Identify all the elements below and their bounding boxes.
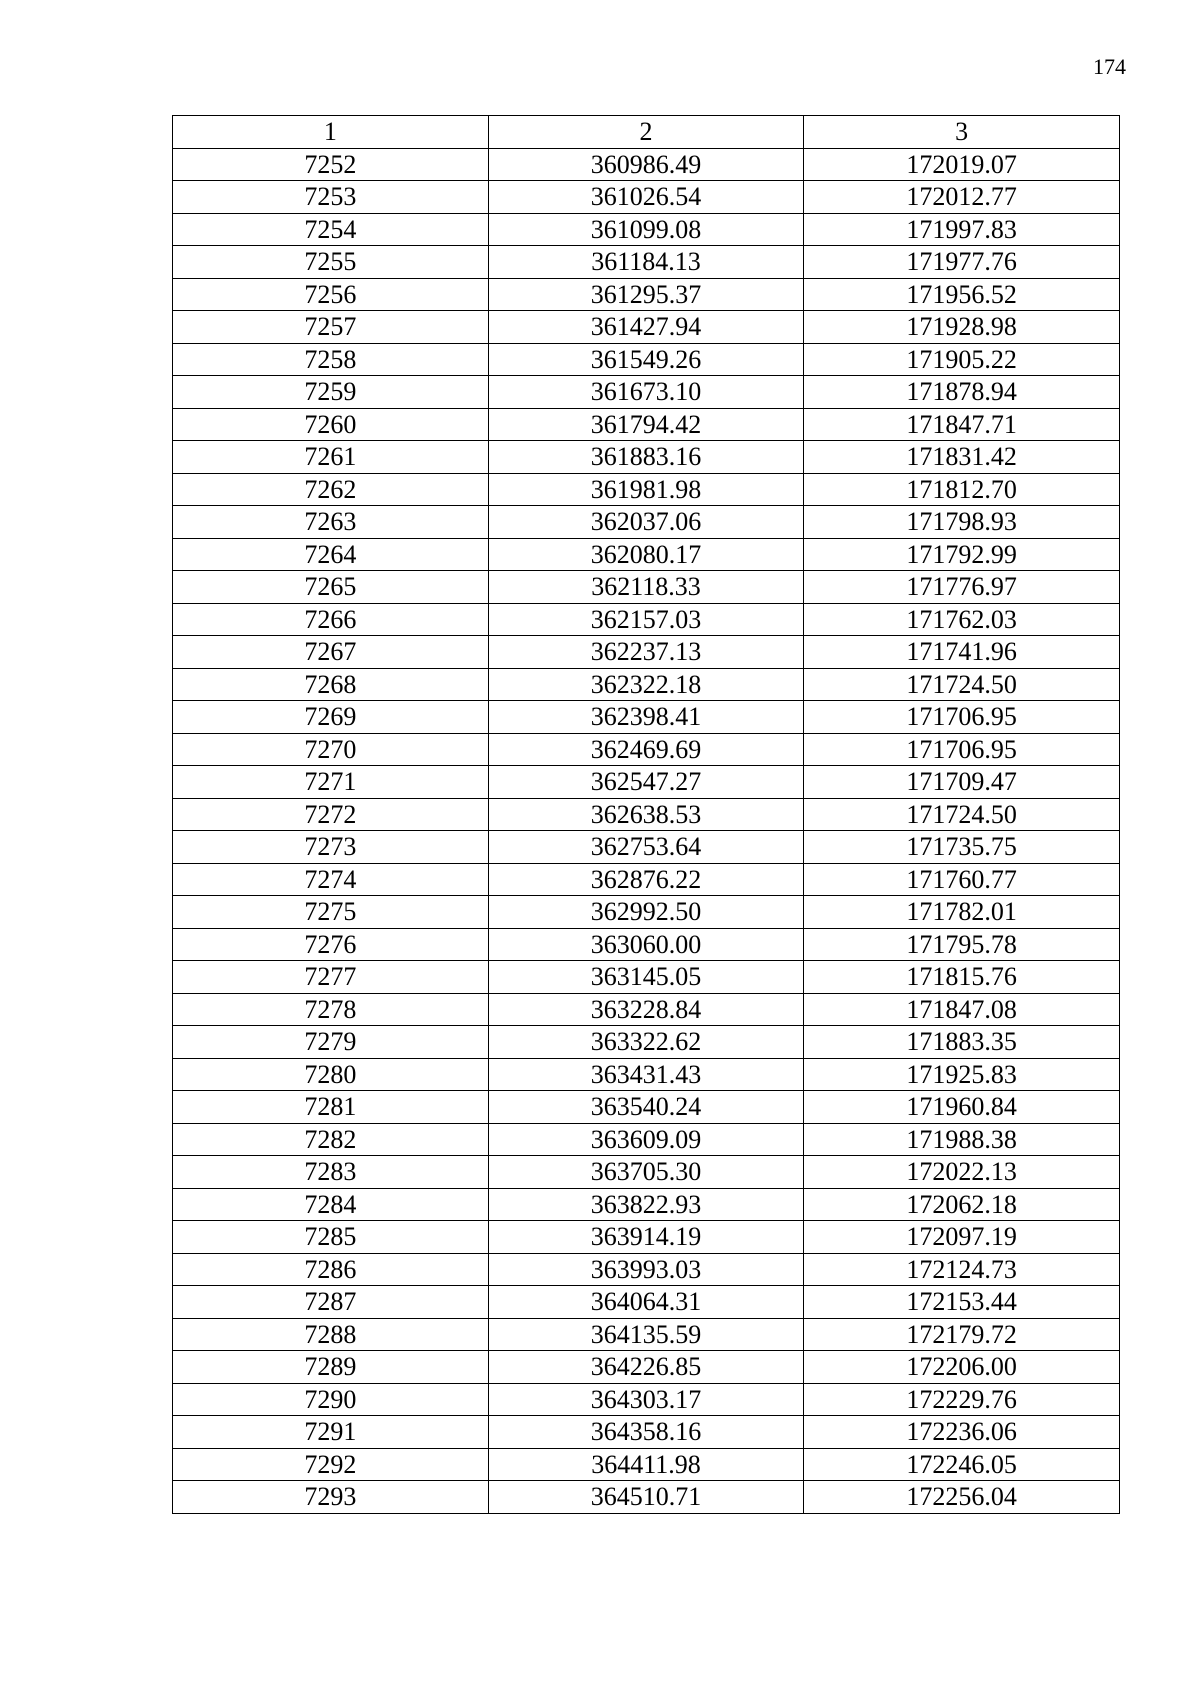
table-cell-col-3: 172019.07 xyxy=(804,148,1120,181)
table-row xyxy=(173,1026,1120,1059)
table-cell-col-1: 7293 xyxy=(173,1481,489,1514)
table-cell-col-3: 171883.35 xyxy=(804,1026,1120,1059)
table-cell-col-2: 361549.26 xyxy=(488,343,804,376)
table-cell-col-1: 7263 xyxy=(173,506,489,539)
table-cell-col-3: 171812.70 xyxy=(804,473,1120,506)
table-row xyxy=(173,1448,1120,1481)
table-row xyxy=(173,473,1120,506)
table-cell-col-3: 171905.22 xyxy=(804,343,1120,376)
table-row xyxy=(173,733,1120,766)
table-row xyxy=(173,1253,1120,1286)
table-cell-col-2: 362037.06 xyxy=(488,506,804,539)
table-row xyxy=(173,376,1120,409)
table-cell-col-3: 171977.76 xyxy=(804,246,1120,279)
table-cell-col-1: 7280 xyxy=(173,1058,489,1091)
table-cell-col-3: 171960.84 xyxy=(804,1091,1120,1124)
header-cell-2: 2 xyxy=(488,116,804,149)
table-cell-col-2: 362237.13 xyxy=(488,636,804,669)
table-cell-col-1: 7270 xyxy=(173,733,489,766)
table-cell-col-1: 7252 xyxy=(173,148,489,181)
table-cell-col-2: 363540.24 xyxy=(488,1091,804,1124)
table-row xyxy=(173,1058,1120,1091)
table-cell-col-3: 171815.76 xyxy=(804,961,1120,994)
table-cell-col-2: 360986.49 xyxy=(488,148,804,181)
table-cell-col-3: 171724.50 xyxy=(804,798,1120,831)
table-cell-col-2: 362469.69 xyxy=(488,733,804,766)
table-cell-col-3: 171878.94 xyxy=(804,376,1120,409)
table-row xyxy=(173,1091,1120,1124)
table-cell-col-3: 171795.78 xyxy=(804,928,1120,961)
table-cell-col-3: 171782.01 xyxy=(804,896,1120,929)
table-cell-col-2: 364358.16 xyxy=(488,1416,804,1449)
table-cell-col-2: 362118.33 xyxy=(488,571,804,604)
table-cell-col-2: 363322.62 xyxy=(488,1026,804,1059)
table-cell-col-3: 172124.73 xyxy=(804,1253,1120,1286)
table-cell-col-2: 363914.19 xyxy=(488,1221,804,1254)
table-cell-col-1: 7272 xyxy=(173,798,489,831)
table-row xyxy=(173,441,1120,474)
table-row xyxy=(173,896,1120,929)
table-cell-col-2: 361883.16 xyxy=(488,441,804,474)
table-cell-col-3: 171760.77 xyxy=(804,863,1120,896)
table-cell-col-3: 172179.72 xyxy=(804,1318,1120,1351)
table-cell-col-2: 361794.42 xyxy=(488,408,804,441)
table-row xyxy=(173,1481,1120,1514)
table-cell-col-3: 172062.18 xyxy=(804,1188,1120,1221)
table-row xyxy=(173,1188,1120,1221)
table-cell-col-1: 7271 xyxy=(173,766,489,799)
table-row xyxy=(173,636,1120,669)
table-cell-col-1: 7285 xyxy=(173,1221,489,1254)
table-cell-col-2: 362398.41 xyxy=(488,701,804,734)
table-cell-col-2: 364064.31 xyxy=(488,1286,804,1319)
table-cell-col-1: 7291 xyxy=(173,1416,489,1449)
table-cell-col-1: 7287 xyxy=(173,1286,489,1319)
table-row xyxy=(173,928,1120,961)
table-cell-col-1: 7260 xyxy=(173,408,489,441)
table-cell-col-3: 172236.06 xyxy=(804,1416,1120,1449)
table-cell-col-1: 7286 xyxy=(173,1253,489,1286)
table-row xyxy=(173,506,1120,539)
table-row xyxy=(173,603,1120,636)
table-row xyxy=(173,1123,1120,1156)
table-cell-col-3: 172153.44 xyxy=(804,1286,1120,1319)
table-cell-col-2: 364226.85 xyxy=(488,1351,804,1384)
table-cell-col-1: 7288 xyxy=(173,1318,489,1351)
table-cell-col-2: 362157.03 xyxy=(488,603,804,636)
table-cell-col-2: 363993.03 xyxy=(488,1253,804,1286)
header-cell-3: 3 xyxy=(804,116,1120,149)
table-cell-col-2: 362876.22 xyxy=(488,863,804,896)
table-cell-col-3: 172206.00 xyxy=(804,1351,1120,1384)
table-row xyxy=(173,993,1120,1026)
table-cell-col-1: 7289 xyxy=(173,1351,489,1384)
table-row xyxy=(173,701,1120,734)
table-cell-col-1: 7253 xyxy=(173,181,489,214)
table-header xyxy=(173,116,1120,149)
table-cell-col-3: 172012.77 xyxy=(804,181,1120,214)
table-cell-col-1: 7276 xyxy=(173,928,489,961)
table-cell-col-1: 7273 xyxy=(173,831,489,864)
table-cell-col-1: 7292 xyxy=(173,1448,489,1481)
table-cell-col-2: 363228.84 xyxy=(488,993,804,1026)
table-cell-col-2: 362992.50 xyxy=(488,896,804,929)
header-cell-1: 1 xyxy=(173,116,489,149)
table-cell-col-1: 7279 xyxy=(173,1026,489,1059)
table-row xyxy=(173,1351,1120,1384)
table-cell-col-2: 361981.98 xyxy=(488,473,804,506)
table-cell-col-2: 362322.18 xyxy=(488,668,804,701)
table-cell-col-3: 171831.42 xyxy=(804,441,1120,474)
table-row xyxy=(173,246,1120,279)
table-row xyxy=(173,311,1120,344)
table-cell-col-3: 171956.52 xyxy=(804,278,1120,311)
table-cell-col-1: 7269 xyxy=(173,701,489,734)
table-cell-col-1: 7281 xyxy=(173,1091,489,1124)
table-row xyxy=(173,148,1120,181)
table-row xyxy=(173,408,1120,441)
page-number: 174 xyxy=(1093,54,1126,79)
table-cell-col-2: 363060.00 xyxy=(488,928,804,961)
table-cell-col-3: 171925.83 xyxy=(804,1058,1120,1091)
table-cell-col-2: 362753.64 xyxy=(488,831,804,864)
table-cell-col-2: 362547.27 xyxy=(488,766,804,799)
table-row xyxy=(173,181,1120,214)
table-cell-col-2: 362080.17 xyxy=(488,538,804,571)
table-cell-col-3: 171988.38 xyxy=(804,1123,1120,1156)
table-cell-col-2: 361295.37 xyxy=(488,278,804,311)
table-cell-col-1: 7258 xyxy=(173,343,489,376)
table-cell-col-2: 363822.93 xyxy=(488,1188,804,1221)
table-cell-col-1: 7259 xyxy=(173,376,489,409)
table-row xyxy=(173,278,1120,311)
table-cell-col-1: 7277 xyxy=(173,961,489,994)
table-cell-col-3: 171928.98 xyxy=(804,311,1120,344)
table-cell-col-3: 171706.95 xyxy=(804,733,1120,766)
table-cell-col-2: 364411.98 xyxy=(488,1448,804,1481)
table-cell-col-2: 364510.71 xyxy=(488,1481,804,1514)
table-cell-col-3: 171706.95 xyxy=(804,701,1120,734)
table-cell-col-2: 361184.13 xyxy=(488,246,804,279)
table-cell-col-2: 361099.08 xyxy=(488,213,804,246)
table-cell-col-1: 7278 xyxy=(173,993,489,1026)
table-cell-col-1: 7283 xyxy=(173,1156,489,1189)
table-cell-col-2: 362638.53 xyxy=(488,798,804,831)
table-cell-col-2: 361673.10 xyxy=(488,376,804,409)
table-cell-col-3: 171735.75 xyxy=(804,831,1120,864)
table-cell-col-2: 363431.43 xyxy=(488,1058,804,1091)
table-cell-col-3: 171741.96 xyxy=(804,636,1120,669)
table-cell-col-1: 7257 xyxy=(173,311,489,344)
table-cell-col-3: 171776.97 xyxy=(804,571,1120,604)
table-cell-col-3: 171724.50 xyxy=(804,668,1120,701)
table-cell-col-2: 364303.17 xyxy=(488,1383,804,1416)
table-cell-col-1: 7255 xyxy=(173,246,489,279)
table-row xyxy=(173,668,1120,701)
table-row xyxy=(173,1318,1120,1351)
table-cell-col-3: 171792.99 xyxy=(804,538,1120,571)
table-row xyxy=(173,961,1120,994)
table-cell-col-3: 172097.19 xyxy=(804,1221,1120,1254)
table-cell-col-2: 363609.09 xyxy=(488,1123,804,1156)
table-cell-col-3: 172022.13 xyxy=(804,1156,1120,1189)
table-row xyxy=(173,343,1120,376)
table-cell-col-3: 172229.76 xyxy=(804,1383,1120,1416)
table-cell-col-1: 7275 xyxy=(173,896,489,929)
table-cell-col-3: 171847.08 xyxy=(804,993,1120,1026)
table-cell-col-1: 7265 xyxy=(173,571,489,604)
table-cell-col-1: 7254 xyxy=(173,213,489,246)
table-cell-col-3: 172256.04 xyxy=(804,1481,1120,1514)
table-cell-col-3: 171762.03 xyxy=(804,603,1120,636)
table-cell-col-1: 7284 xyxy=(173,1188,489,1221)
table-row xyxy=(173,538,1120,571)
table-cell-col-2: 363145.05 xyxy=(488,961,804,994)
table-cell-col-3: 171847.71 xyxy=(804,408,1120,441)
table-cell-col-1: 7267 xyxy=(173,636,489,669)
table-row xyxy=(173,1416,1120,1449)
table-cell-col-3: 171997.83 xyxy=(804,213,1120,246)
table-row xyxy=(173,1286,1120,1319)
table-cell-col-1: 7268 xyxy=(173,668,489,701)
table-cell-col-2: 361026.54 xyxy=(488,181,804,214)
table-cell-col-1: 7261 xyxy=(173,441,489,474)
table-row xyxy=(173,863,1120,896)
table-cell-col-2: 363705.30 xyxy=(488,1156,804,1189)
table-cell-col-3: 171709.47 xyxy=(804,766,1120,799)
table-cell-col-1: 7264 xyxy=(173,538,489,571)
table-cell-col-1: 7266 xyxy=(173,603,489,636)
table-cell-col-2: 364135.59 xyxy=(488,1318,804,1351)
table-cell-col-1: 7290 xyxy=(173,1383,489,1416)
table-cell-col-3: 171798.93 xyxy=(804,506,1120,539)
table-cell-col-1: 7274 xyxy=(173,863,489,896)
table-cell-col-1: 7256 xyxy=(173,278,489,311)
table-row xyxy=(173,213,1120,246)
table-body xyxy=(173,148,1120,1513)
table-cell-col-3: 172246.05 xyxy=(804,1448,1120,1481)
table-row xyxy=(173,1383,1120,1416)
table-row xyxy=(173,766,1120,799)
header-row xyxy=(173,116,1120,149)
table-cell-col-1: 7282 xyxy=(173,1123,489,1156)
table-row xyxy=(173,831,1120,864)
table-row xyxy=(173,1156,1120,1189)
table-row xyxy=(173,571,1120,604)
table-row xyxy=(173,798,1120,831)
table-cell-col-2: 361427.94 xyxy=(488,311,804,344)
table-cell-col-1: 7262 xyxy=(173,473,489,506)
coordinates-table xyxy=(172,115,1120,1514)
table-row xyxy=(173,1221,1120,1254)
